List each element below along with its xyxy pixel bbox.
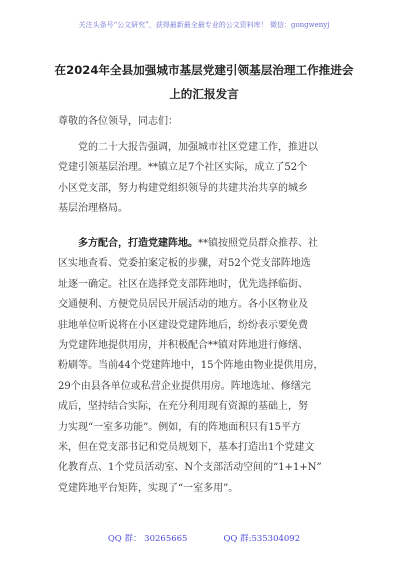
paragraph-line: 成后，坚持结合实际，在充分利用现有资源的基础上，努 [58, 401, 308, 413]
title-line-2: 上的汇报发言 [169, 87, 239, 101]
paragraph-line: 驻地单位听说将在小区建设党建阵地后，纷纷表示要免费 [58, 319, 308, 331]
paragraph-1 [58, 138, 358, 220]
paragraph-line: 力实现“一室多功能”。例如，有的阵地面积只有15平方 [58, 421, 301, 433]
paragraph-line: 党建引领基层治理。**镇立足7个社区实际，成立了52个 [58, 162, 308, 174]
paragraph-line: 小区党支部，努力构建党组织领导的共建共治共享的城乡 [58, 182, 308, 194]
paragraph-line: 党建阵地平台矩阵，实现了“一室多用”。 [58, 482, 239, 494]
paragraph-2 [58, 234, 358, 499]
greeting: 尊敬的各位领导，同志们： [58, 116, 178, 127]
paragraph-line: 29个由县各单位或私营企业提供用房。阵地选址、修缮完 [58, 380, 311, 392]
paragraph-text: **镇按照党员群众推荐、社 [198, 238, 318, 249]
paragraph-line: 基层治理格局。 [58, 203, 128, 215]
section-heading: 多方配合，打造党建阵地。 [78, 238, 198, 249]
paragraph-line: 米，但在党支部书记和党员规划下，基本打造出1个党建文 [58, 442, 315, 454]
paragraph-line: 化教育点、1个党员活动室、N个支部活动空间的“1+1+N” [58, 462, 322, 474]
header-banner: 关注头条号“公文研究”，获得最新最全最专业的公文资料库！ 微信：gongwenyj [78, 21, 330, 29]
footer [0, 532, 408, 544]
footer-qq-group-2: QQ 群:535304092 [223, 534, 301, 544]
paragraph-line: 粉刷等。当前44个党建阵地中，15个阵地由物业提供用房， [58, 360, 324, 372]
paragraph-line: 为党建阵地提供用房，并积极配合**镇对阵地进行修缮、 [58, 340, 308, 352]
footer-qq-group-1: QQ 群： 30265665 [107, 534, 188, 544]
document-title [40, 58, 368, 106]
title-line-1: 在2024年全县加强城市基层党建引领基层治理工作推进会 [54, 63, 354, 77]
paragraph-line: 区实地查看、党委拍案定板的步骤，对52个党支部阵地选 [58, 258, 311, 270]
paragraph-line: 址逐一确定。社区在选择党支部阵地时，优先选择临街、 [58, 278, 308, 290]
paragraph-line: 交通便利、方便党员居民开展活动的地方。各小区物业及 [58, 299, 308, 311]
paragraph-line: 党的二十大报告强调，加强城市社区党建工作，推进以 [78, 142, 318, 153]
paragraph-line [58, 234, 358, 254]
